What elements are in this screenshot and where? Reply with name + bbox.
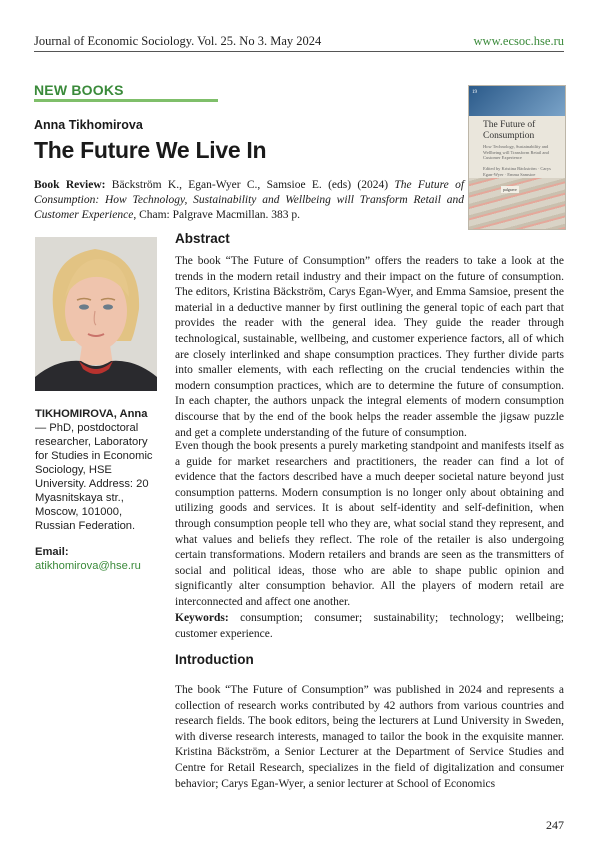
book-cover-image	[468, 85, 566, 230]
author-bio	[35, 407, 160, 533]
introduction-paragraph-1: The book “The Future of Consumption” was published in 2024 and represents a collection of research works contributed by 42 authors from various countries and research fields. The book editors, being the lecturers at Lund University in Sweden, with diverse research interests, managed to tailor the book in the exquisite manner. Kristina Bäckström, a Senior Lecturer at the Department of Service Studies and Centre for Retail Research, specializes in the field of digitalization and consumer behavior; Carys Egan-Wyer, a senior lecturer at School of Economics	[175, 684, 564, 790]
keywords	[175, 611, 564, 642]
abstract-heading: Abstract	[175, 231, 230, 246]
section-label: NEW BOOKS	[34, 82, 124, 98]
cover-subtitle	[483, 144, 557, 177]
journal-site-link[interactable]: www.ecsoc.hse.ru	[473, 34, 564, 48]
keywords-label: Keywords:	[175, 612, 229, 624]
email-link[interactable]: atikhomirova@hse.ru	[35, 560, 141, 572]
author-portrait-illustration	[35, 237, 157, 391]
section-underline	[34, 99, 218, 102]
article-author: Anna Tikhomirova	[34, 118, 143, 132]
email-label: Email:	[35, 546, 69, 558]
cover-header-graphic	[469, 86, 565, 116]
abstract-paragraph-2: Even though the book presents a purely marketing standpoint and manifests itself as a guide for market researchers and practitioners, the reader can find a lot of evidence that the factors described have a much deeper societal nature beyond just consumption patterns. Modern consumption is no longer only about obtaining and utilizing goods and services. It is about self-identity and self-definition, when through consumption people tell who they are, what social stand they represent, and what values and beliefs they reflect. The role of the retailer is also undergoing certain transformations. Modern retailers and brands are seen as the transmitters of social and political ideas, those who are able to shape public opinion and significantly alter consumption behavior. All the players of modern retail are interconnected and affect one another.	[175, 440, 564, 608]
cover-publisher: palgrave	[503, 187, 517, 192]
author-bio-text: — PhD, postdoctoral researcher, Laboratory for Studies in Economic Sociology, HSE University. Address: 20 Myasnitskaya str., Moscow, 101000, Russian Federation.	[35, 422, 153, 532]
author-bio-name: TIKHOMIROVA, Anna	[35, 408, 148, 420]
abstract-paragraph-1: The book “The Future of Consumption” offers the readers to take a look at the trends in the modern retail industry and their impact on the future of consumption. The editors, Kristina Bäckström, Carys Egan-Wyer, and Emma Samsioe, present the material in a deductive manner by first outlining the general topic of each part that provides the reader with the general idea. They guide the reader through technological, sustainable, wellbeing, and customer experience factors, all of which are closely interlinked and shape consumption practices. They further divide parts into smaller elements, with each reflecting on the crucial tendencies within the modern consumption practices, which are to determine the future of consumption. In each chapter, the authors unpack the integral elements of modern consumption discourse that by the end of the book helps the reader assemble the jigsaw puzzle and get a complete understanding of the future of consumption.	[175, 255, 564, 439]
review-label: Book Review:	[34, 179, 106, 191]
header-divider	[34, 51, 564, 52]
article-title: The Future We Live In	[34, 137, 267, 163]
review-publisher: , Cham: Palgrave Macmillan. 383 p.	[133, 209, 301, 221]
review-book-title: The Future of Consumption: How Technology, Sustainability and Wellbeing will Transform Retail and Customer Experience	[34, 179, 465, 221]
page-number: 247	[546, 818, 564, 832]
cover-title: The Future of Consumption	[483, 120, 536, 141]
book-review-reference	[34, 178, 464, 223]
cover-badge: 19	[472, 90, 477, 95]
review-authors: Bäckström K., Egan-Wyer C., Samsioe E. (eds) (2024)	[111, 179, 389, 191]
keywords-text: consumption; consumer; sustainability; technology; wellbeing; customer experience.	[175, 612, 564, 640]
journal-header: Journal of Economic Sociology. Vol. 25. No 3. May 2024	[34, 34, 322, 48]
author-photo	[35, 237, 157, 391]
introduction-heading: Introduction	[175, 652, 254, 667]
cover-editors: Edited by Kristina Bäckström · Carys Egan-Wyer · Emma Samsioe	[483, 166, 551, 177]
author-email	[35, 545, 160, 573]
cover-subtitle-text: How Technology, Sustainability and Wellbeing will Transform Retail and Customer Experience	[483, 144, 549, 160]
